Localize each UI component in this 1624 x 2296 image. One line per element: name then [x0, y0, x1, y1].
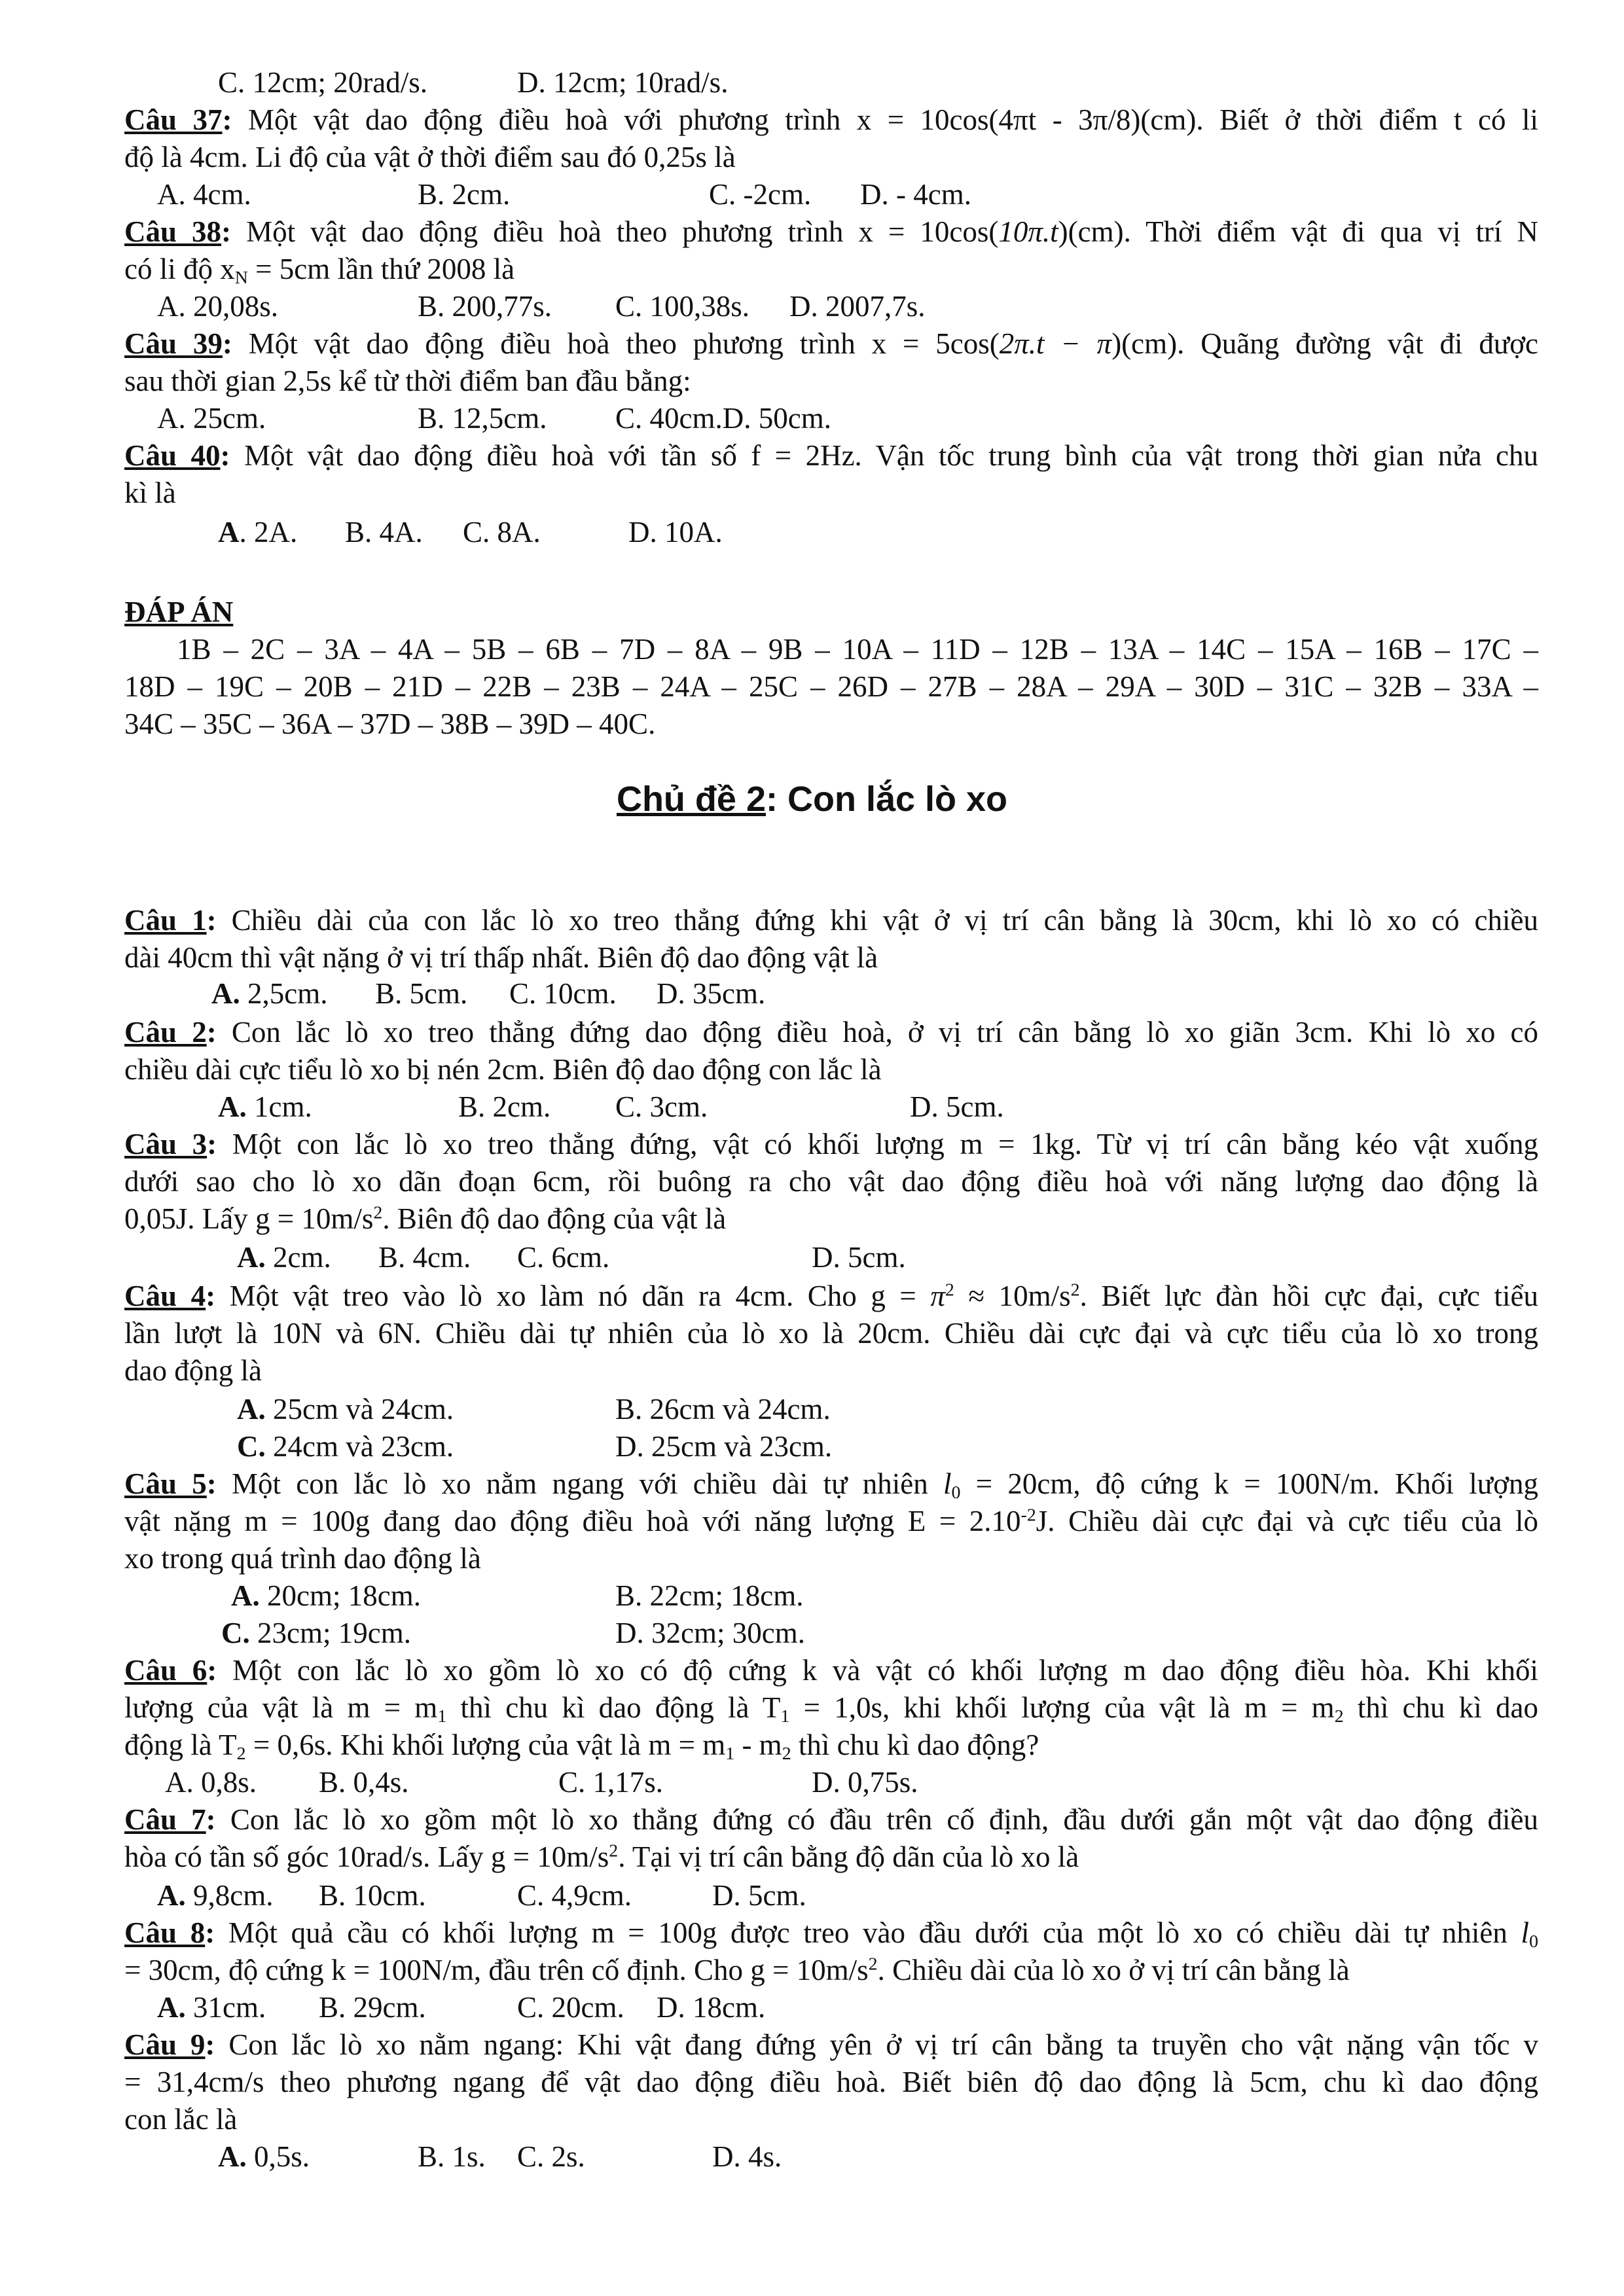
question-label: Câu 7 — [124, 1803, 206, 1836]
option-d: D. 5cm. — [712, 1879, 806, 1912]
option-c: C. 12cm; 20rad/s. — [218, 66, 427, 99]
question-8: Câu 8: Một quả cầu có khối lượng m = 100g được treo vào đầu dưới của một lò xo có chiều dài tự nhiên $l_0$ — [124, 1916, 1539, 1952]
question-6: Câu 6: Một con lắc lò xo gồm lò xo có độ cứng k và vật có khối lượng m dao động điều hòa. Khi khối — [124, 1654, 1538, 1687]
question-text: vật nặng m = 100g đang dao động điều hoà với năng lượng $E = 2.10^{-2}J$. Chiều dài cực đại và cực tiểu của lò — [124, 1505, 1538, 1537]
option-d: D. 10A. — [628, 516, 723, 548]
question-label: Câu 40 — [124, 439, 221, 472]
option-c: C. 23cm; 19cm. — [221, 1617, 411, 1649]
question-text: dao động là — [124, 1354, 262, 1387]
question-label: Câu 38 — [124, 215, 222, 248]
option-b: B. 12,5cm. — [418, 402, 547, 435]
option-c: C. 10cm. — [509, 977, 617, 1010]
option-c: C. 4,9cm. — [517, 1879, 632, 1912]
question-text: 0,05J. Lấy $g = 10m/s^2$. Biên độ dao động của vật là — [124, 1202, 727, 1235]
option-c: C. 24cm và 23cm. — [237, 1430, 454, 1463]
formula: 10π.t — [998, 215, 1058, 248]
option-d: D. 35cm. — [657, 977, 766, 1010]
option-a: A. 9,8cm. — [157, 1879, 274, 1912]
question-text: lần lượt là 10N và 6N. Chiều dài tự nhiên của lò xo là 20cm. Chiều dài cực đại và cực tiểu của lò xo trong — [124, 1317, 1538, 1350]
option-c: C. 100,38s. — [615, 290, 750, 323]
option-d: D. 25cm và 23cm. — [615, 1430, 833, 1463]
question-text: = 30cm, độ cứng k = 100N/m, đầu trên cố định. Cho $g = 10m/s^2$. Chiều dài của lò xo ở vị trí cân bằng là — [124, 1954, 1350, 1986]
option-c: C. 8A. — [463, 516, 541, 548]
question-text: con lắc là — [124, 2103, 238, 2136]
question-text: động là $T_2 = 0,6s$. Khi khối lượng của vật là $m = m_1 - m_2$ thì chu kì dao động? — [124, 1729, 1039, 1764]
answer-key-line: 1B – 2C – 3A – 4A – 5B – 6B – 7D – 8A – 9B – 10A – 11D – 12B – 13A – 14C – 15A – 16B – 17C – — [177, 633, 1538, 666]
answer-key-title: ĐÁP ÁN — [124, 596, 234, 628]
question-text: độ là 4cm. Li độ của vật ở thời điểm sau đó 0,25s là — [124, 141, 736, 173]
option-d: D. 5cm. — [910, 1090, 1004, 1123]
question-text: kì là — [124, 476, 176, 509]
formula: 2π.t − π — [999, 327, 1112, 360]
question-text: dài 40cm thì vật nặng ở vị trí thấp nhất. Biên độ dao động vật là — [124, 941, 878, 974]
option-d: D. 5cm. — [812, 1241, 906, 1274]
option-d: D. 32cm; 30cm. — [615, 1617, 805, 1649]
question-text: lượng của vật là $m = m_1$ thì chu kì dao động là $T_1 = 1,0s$, khi khối lượng của vật là $m = m_2$ thì chu kì dao — [124, 1691, 1538, 1727]
option-b: B. 4cm. — [378, 1241, 471, 1274]
option-d: D. 12cm; 10rad/s. — [517, 66, 729, 99]
option-a: A. 1cm. — [218, 1090, 312, 1123]
question-label: Câu 37 — [124, 103, 223, 136]
question-text: sau thời gian 2,5s kể từ thời điểm ban đầu bằng: — [124, 365, 691, 397]
question-3: Câu 3: Một con lắc lò xo treo thẳng đứng, vật có khối lượng m = 1kg. Từ vị trí cân bằng kéo vật xuống — [124, 1128, 1538, 1160]
question-text: dưới sao cho lò xo dãn đoạn 6cm, rồi buông ra cho vật dao động điều hoà với năng lượng dao động là — [124, 1165, 1538, 1198]
question-text: có li độ $x_N = 5cm$ lần thứ 2008 là — [124, 253, 515, 288]
option-d: D. 18cm. — [657, 1991, 766, 2024]
answer-key-line: 18D – 19C – 20B – 21D – 22B – 23B – 24A – 25C – 26D – 27B – 28A – 29A – 30D – 31C – 32B – 33A – — [124, 670, 1538, 703]
option-b: B. 10cm. — [319, 1879, 426, 1912]
option-d: D. - 4cm. — [860, 178, 971, 211]
option-b: B. 200,77s. — [418, 290, 552, 323]
option-a: A. 2A. — [218, 516, 298, 548]
option-c: C. 1,17s. — [558, 1766, 664, 1799]
option-a: A. 25cm và 24cm. — [237, 1393, 454, 1426]
question-text: xo trong quá trình dao động là — [124, 1542, 481, 1575]
option-c: C. 2s. — [517, 2140, 585, 2173]
question-label: Câu 9 — [124, 2028, 206, 2061]
question-label: Câu 2 — [124, 1016, 207, 1049]
option-a: A. 25cm. — [157, 402, 266, 435]
question-37: Câu 37: Một vật dao động điều hoà với phương trình x = 10cos(4πt - 3π/8)(cm). Biết ở thời điểm t có li — [124, 103, 1538, 136]
option-a: A. 4cm. — [157, 178, 251, 211]
option-d: D. 4s. — [712, 2140, 782, 2173]
option-a: A. 2cm. — [237, 1241, 331, 1274]
question-label: Câu 1 — [124, 904, 207, 937]
question-label: Câu 8 — [124, 1916, 206, 1949]
question-39: Câu 39: Một vật dao động điều hoà theo phương trình x = 5cos(2π.t − π)(cm). Quãng đường vật đi được — [124, 327, 1538, 360]
question-4: Câu 4: Một vật treo vào lò xo làm nó dãn ra 4cm. Cho $g = \pi^2 \approx 10m/s^2$. Biết lực đàn hồi cực đại, cực tiểu — [124, 1280, 1538, 1312]
question-9: Câu 9: Con lắc lò xo nằm ngang: Khi vật đang đứng yên ở vị trí cân bằng ta truyền cho vật nặng vận tốc v — [124, 2028, 1538, 2061]
option-c: C. 20cm. — [517, 1991, 624, 2024]
question-label: Câu 39 — [124, 327, 223, 360]
option-c: C. 6cm. — [517, 1241, 610, 1274]
option-a: A. 20,08s. — [157, 290, 279, 323]
answer-key-line: 34C – 35C – 36A – 37D – 38B – 39D – 40C. — [124, 708, 656, 740]
question-40: Câu 40: Một vật dao động điều hoà với tần số f = 2Hz. Vận tốc trung bình của vật trong thời gian nửa chu — [124, 439, 1538, 472]
question-38: Câu 38: Một vật dao động điều hoà theo phương trình x = 10cos(10π.t)(cm). Thời điểm vật đi qua vị trí N — [124, 215, 1539, 248]
question-text: = 31,4cm/s theo phương ngang để vật dao động điều hoà. Biết biên độ dao động là 5cm, chu kì dao động — [124, 2066, 1538, 2098]
question-text: hòa có tần số góc 10rad/s. Lấy $g = 10m/s^2$. Tại vị trí cân bằng độ dãn của lò xo là — [124, 1840, 1079, 1873]
option-d: D. 2007,7s. — [789, 290, 926, 323]
question-7: Câu 7: Con lắc lò xo gồm một lò xo thẳng đứng có đầu trên cố định, đầu dưới gắn một vật dao động điều — [124, 1803, 1539, 1836]
option-a: A. 20cm; 18cm. — [231, 1579, 421, 1612]
question-text: chiều dài cực tiểu lò xo bị nén 2cm. Biên độ dao động con lắc là — [124, 1053, 882, 1086]
question-label: Câu 4 — [124, 1280, 206, 1312]
question-5: Câu 5: Một con lắc lò xo nằm ngang với chiều dài tự nhiên $l_0 = 20cm$, độ cứng k = 100N/m. Khối lượng — [124, 1467, 1538, 1503]
option-d: D. 0,75s. — [812, 1766, 918, 1799]
option-b: B. 22cm; 18cm. — [615, 1579, 804, 1612]
option-b: B. 0,4s. — [319, 1766, 409, 1799]
option-a: A. 0,8s. — [165, 1766, 257, 1799]
topic-heading: Chủ đề 2: Con lắc lò xo — [616, 780, 1008, 819]
question-label: Câu 6 — [124, 1654, 208, 1687]
option-c: C. 3cm. — [615, 1090, 708, 1123]
option-a: A. 2,5cm. — [211, 977, 328, 1010]
option-cd: C. 40cm.D. 50cm. — [615, 402, 831, 435]
option-a: A. 31cm. — [157, 1991, 266, 2024]
option-b: B. 5cm. — [375, 977, 468, 1010]
question-2: Câu 2: Con lắc lò xo treo thẳng đứng dao động điều hoà, ở vị trí cân bằng lò xo giãn 3cm. Khi lò xo có — [124, 1016, 1538, 1049]
option-b: B. 4A. — [345, 516, 423, 548]
question-label: Câu 5 — [124, 1467, 207, 1500]
option-c: C. -2cm. — [709, 178, 812, 211]
option-a: A. 0,5s. — [218, 2140, 310, 2173]
option-b: B. 1s. — [418, 2140, 486, 2173]
question-1: Câu 1: Chiều dài của con lắc lò xo treo thẳng đứng khi vật ở vị trí cân bằng là 30cm, khi lò xo có chiều — [124, 904, 1539, 937]
option-b: B. 2cm. — [418, 178, 511, 211]
option-b: B. 26cm và 24cm. — [615, 1393, 831, 1426]
option-b: B. 2cm. — [458, 1090, 551, 1123]
question-label: Câu 3 — [124, 1128, 208, 1160]
option-b: B. 29cm. — [319, 1991, 426, 2024]
